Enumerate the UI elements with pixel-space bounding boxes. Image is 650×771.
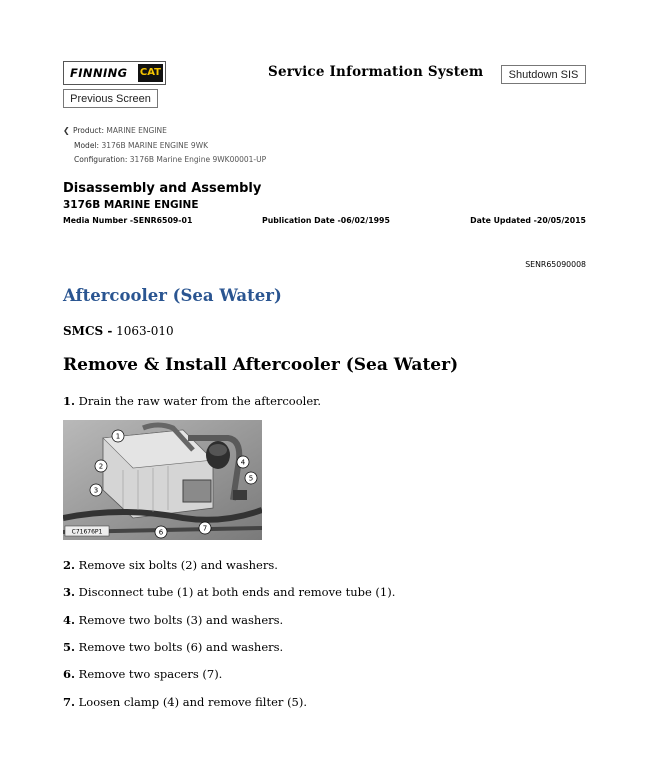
callout-label: 2 [98,462,104,471]
system-title: Service Information System [268,64,484,80]
aftercooler-illustration [63,420,262,540]
media-number: Media Number -SENR6509-01 [63,216,193,225]
finning-cat-logo [63,61,166,85]
shutdown-sis-button[interactable]: Shutdown SIS [501,65,586,84]
previous-screen-button[interactable]: Previous Screen [63,89,158,108]
step-text: Remove two spacers (7). [75,667,223,681]
callout-label: 5 [248,474,254,483]
product-label: Product: [73,126,105,135]
callout-3 [90,484,102,496]
step-text: Remove six bolts (2) and washers. [75,558,278,572]
publication-date: Publication Date -06/02/1995 [262,216,390,225]
step-number: 4. [63,613,76,627]
step-number: 6. [63,667,76,681]
step-text: Remove two bolts (6) and washers. [75,640,284,654]
callout-label: 1 [115,432,121,441]
callout-6 [155,526,167,538]
breadcrumb-configuration [74,155,266,164]
config-label: Configuration: [74,155,128,164]
callout-2 [95,460,107,472]
callout-label: 6 [158,528,164,537]
callout-7 [199,522,211,534]
step-6 [63,667,222,681]
date-updated: Date Updated -20/05/2015 [470,216,586,225]
figure-label: C71676P1 [71,528,103,536]
document-subtitle: 3176B MARINE ENGINE [63,199,199,211]
callout-4 [237,456,249,468]
logo-text: FINNING [70,66,128,80]
breadcrumb-model [74,141,208,150]
step-number: 7. [63,695,76,709]
smcs-label: SMCS - [63,324,113,338]
step-number: 3. [63,585,76,599]
step-1 [63,394,321,408]
smcs-code [63,324,174,338]
document-title: Disassembly and Assembly [63,181,262,196]
model-value: 3176B MARINE ENGINE 9WK [101,141,209,150]
config-value: 3176B Marine Engine 9WK00001-UP [129,155,267,164]
callout-label: 7 [202,524,208,533]
chevron-left-icon[interactable]: ❮ [63,126,70,135]
callout-1 [112,430,124,442]
step-text: Drain the raw water from the aftercooler. [75,394,322,408]
product-value: MARINE ENGINE [106,126,167,135]
procedure-title: Remove & Install Aftercooler (Sea Water) [63,355,459,375]
breadcrumb-product[interactable] [63,126,167,135]
step-text: Disconnect tube (1) at both ends and remove tube (1). [75,585,396,599]
callout-5 [245,472,257,484]
callout-label: 4 [240,458,246,467]
step-number: 5. [63,640,76,654]
step-number: 2. [63,558,76,572]
step-text: Remove two bolts (3) and washers. [75,613,284,627]
model-label: Model: [74,141,100,150]
step-4 [63,613,283,627]
step-text: Loosen clamp (4) and remove filter (5). [75,695,308,709]
step-2 [63,558,278,572]
step-5 [63,640,283,654]
step-3 [63,585,395,599]
section-title: Aftercooler (Sea Water) [63,286,282,305]
smcs-value: 1063-010 [112,324,174,338]
step-number: 1. [63,394,76,408]
callout-label: 3 [93,486,99,495]
cat-badge: CAT [138,64,163,82]
document-id: SENR65090008 [525,260,586,269]
step-7 [63,695,307,709]
